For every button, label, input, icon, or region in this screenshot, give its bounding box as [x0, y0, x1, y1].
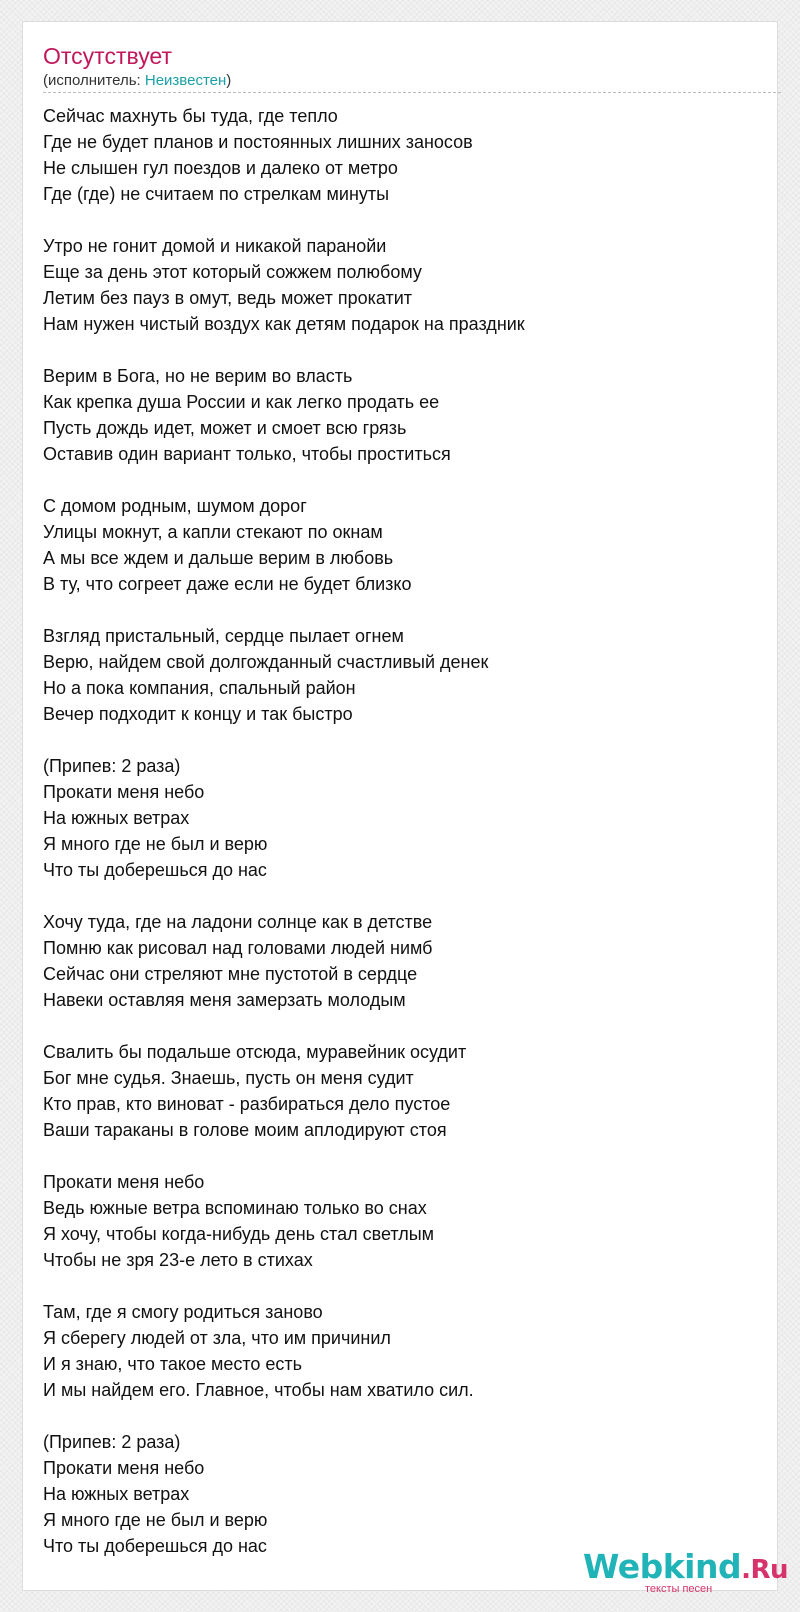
lyrics-stanza [43, 1299, 743, 1403]
stanza-gap [43, 467, 743, 493]
lyrics-card [22, 21, 778, 1591]
lyric-line: С домом родным, шумом дорог [43, 496, 307, 516]
lyric-line: Что ты доберешься до нас [43, 860, 267, 880]
lyric-line: Я сберегу людей от зла, что им причинил [43, 1328, 391, 1348]
lyric-line: Где (где) не считаем по стрелкам минуты [43, 184, 390, 204]
lyric-line: Но а пока компания, спальный район [43, 678, 356, 698]
lyrics-stanza [43, 753, 743, 883]
lyric-line: Помню как рисовал над головами людей нимб [43, 938, 433, 958]
lyric-line: В ту, что согреет даже если не будет близко [43, 574, 412, 594]
song-title: Отсутствует [43, 43, 172, 69]
stanza-gap [43, 1403, 743, 1429]
lyric-line: И я знаю, что такое место есть [43, 1354, 303, 1374]
lyric-line: (Припев: 2 раза) [43, 1432, 181, 1452]
site-logo[interactable] [583, 1547, 789, 1595]
stanza-gap [43, 207, 743, 233]
lyric-line: И мы найдем его. Главное, чтобы нам хватило сил. [43, 1380, 474, 1400]
lyric-line: На южных ветрах [43, 808, 190, 828]
lyric-line: Навеки оставляя меня замерзать молодым [43, 990, 406, 1010]
lyric-line: Сейчас махнуть бы туда, где тепло [43, 106, 338, 126]
lyrics-stanza [43, 103, 743, 207]
lyric-line: Верю, найдем свой долгожданный счастливый денек [43, 652, 489, 672]
lyric-line: Улицы мокнут, а капли стекают по окнам [43, 522, 383, 542]
lyric-line: Чтобы не зря 23-е лето в стихах [43, 1250, 313, 1270]
lyrics-stanza [43, 623, 743, 727]
lyric-line: Летим без пауз в омут, ведь может прокатит [43, 288, 413, 308]
lyric-line: Что ты доберешься до нас [43, 1536, 267, 1556]
lyric-line: Я много где не был и верю [43, 1510, 268, 1530]
artist-suffix: ) [226, 72, 232, 89]
lyric-line: Прокати меня небо [43, 1458, 205, 1478]
lyrics-stanza [43, 233, 743, 337]
lyrics-stanza [43, 363, 743, 467]
logo-tagline: тексты песен [645, 1583, 713, 1595]
artist-prefix: (исполнитель: [43, 72, 145, 89]
stanza-gap [43, 1013, 743, 1039]
stanza-gap [43, 883, 743, 909]
lyrics-stanza [43, 493, 743, 597]
lyric-line: Не слышен гул поездов и далеко от метро [43, 158, 398, 178]
stanza-gap [43, 727, 743, 753]
lyric-line: Кто прав, кто виноват - разбираться дело пустое [43, 1094, 451, 1114]
lyric-line: Взгляд пристальный, сердце пылает огнем [43, 626, 404, 646]
lyric-line: Я много где не был и верю [43, 834, 268, 854]
lyric-line: Прокати меня небо [43, 1172, 205, 1192]
lyric-line: Я хочу, чтобы когда-нибудь день стал светлым [43, 1224, 435, 1244]
lyric-line: Прокати меня небо [43, 782, 205, 802]
lyric-line: Сейчас они стреляют мне пустотой в сердце [43, 964, 418, 984]
stanza-gap [43, 1143, 743, 1169]
lyric-line: Ведь южные ветра вспоминаю только во снах [43, 1198, 427, 1218]
lyric-line: Там, где я смогу родиться заново [43, 1302, 323, 1322]
title-divider [43, 92, 781, 93]
lyric-line: Еще за день этот который сожжем полюбому [43, 262, 422, 282]
lyric-line: Ваши тараканы в голове моим аплодируют стоя [43, 1120, 447, 1140]
stanza-gap [43, 597, 743, 623]
lyric-line: Утро не гонит домой и никакой паранойи [43, 236, 387, 256]
lyric-line: Пусть дождь идет, может и смоет всю грязь [43, 418, 407, 438]
lyrics-stanza [43, 909, 743, 1013]
lyric-line: Бог мне судья. Знаешь, пусть он меня судит [43, 1068, 414, 1088]
stanza-gap [43, 337, 743, 363]
lyric-line: Верим в Бога, но не верим во власть [43, 366, 353, 386]
lyrics-stanza [43, 1039, 743, 1143]
logo-main-text: Webkind [583, 1547, 742, 1586]
lyric-line: На южных ветрах [43, 1484, 190, 1504]
lyrics-stanza [43, 1169, 743, 1273]
lyric-line: Свалить бы подальше отсюда, муравейник осудит [43, 1042, 467, 1062]
artist-link[interactable]: Неизвестен [144, 72, 227, 89]
lyric-line: Оставив один вариант только, чтобы проститься [43, 444, 451, 464]
logo-suffix: .Ru [741, 1555, 789, 1585]
lyric-line: Как крепка душа России и как легко продать ее [43, 392, 440, 412]
lyric-line: Нам нужен чистый воздух как детям подарок на праздник [43, 314, 525, 334]
lyric-line: Хочу туда, где на ладони солнце как в детстве [43, 912, 433, 932]
lyrics-stanza [43, 1429, 743, 1559]
lyrics-body [43, 103, 743, 1559]
lyric-line: (Припев: 2 раза) [43, 756, 181, 776]
stanza-gap [43, 1273, 743, 1299]
lyric-line: Где не будет планов и постоянных лишних заносов [43, 132, 473, 152]
lyric-line: А мы все ждем и дальше верим в любовь [43, 548, 394, 568]
lyric-line: Вечер подходит к концу и так быстро [43, 704, 353, 724]
artist-line [43, 72, 231, 90]
